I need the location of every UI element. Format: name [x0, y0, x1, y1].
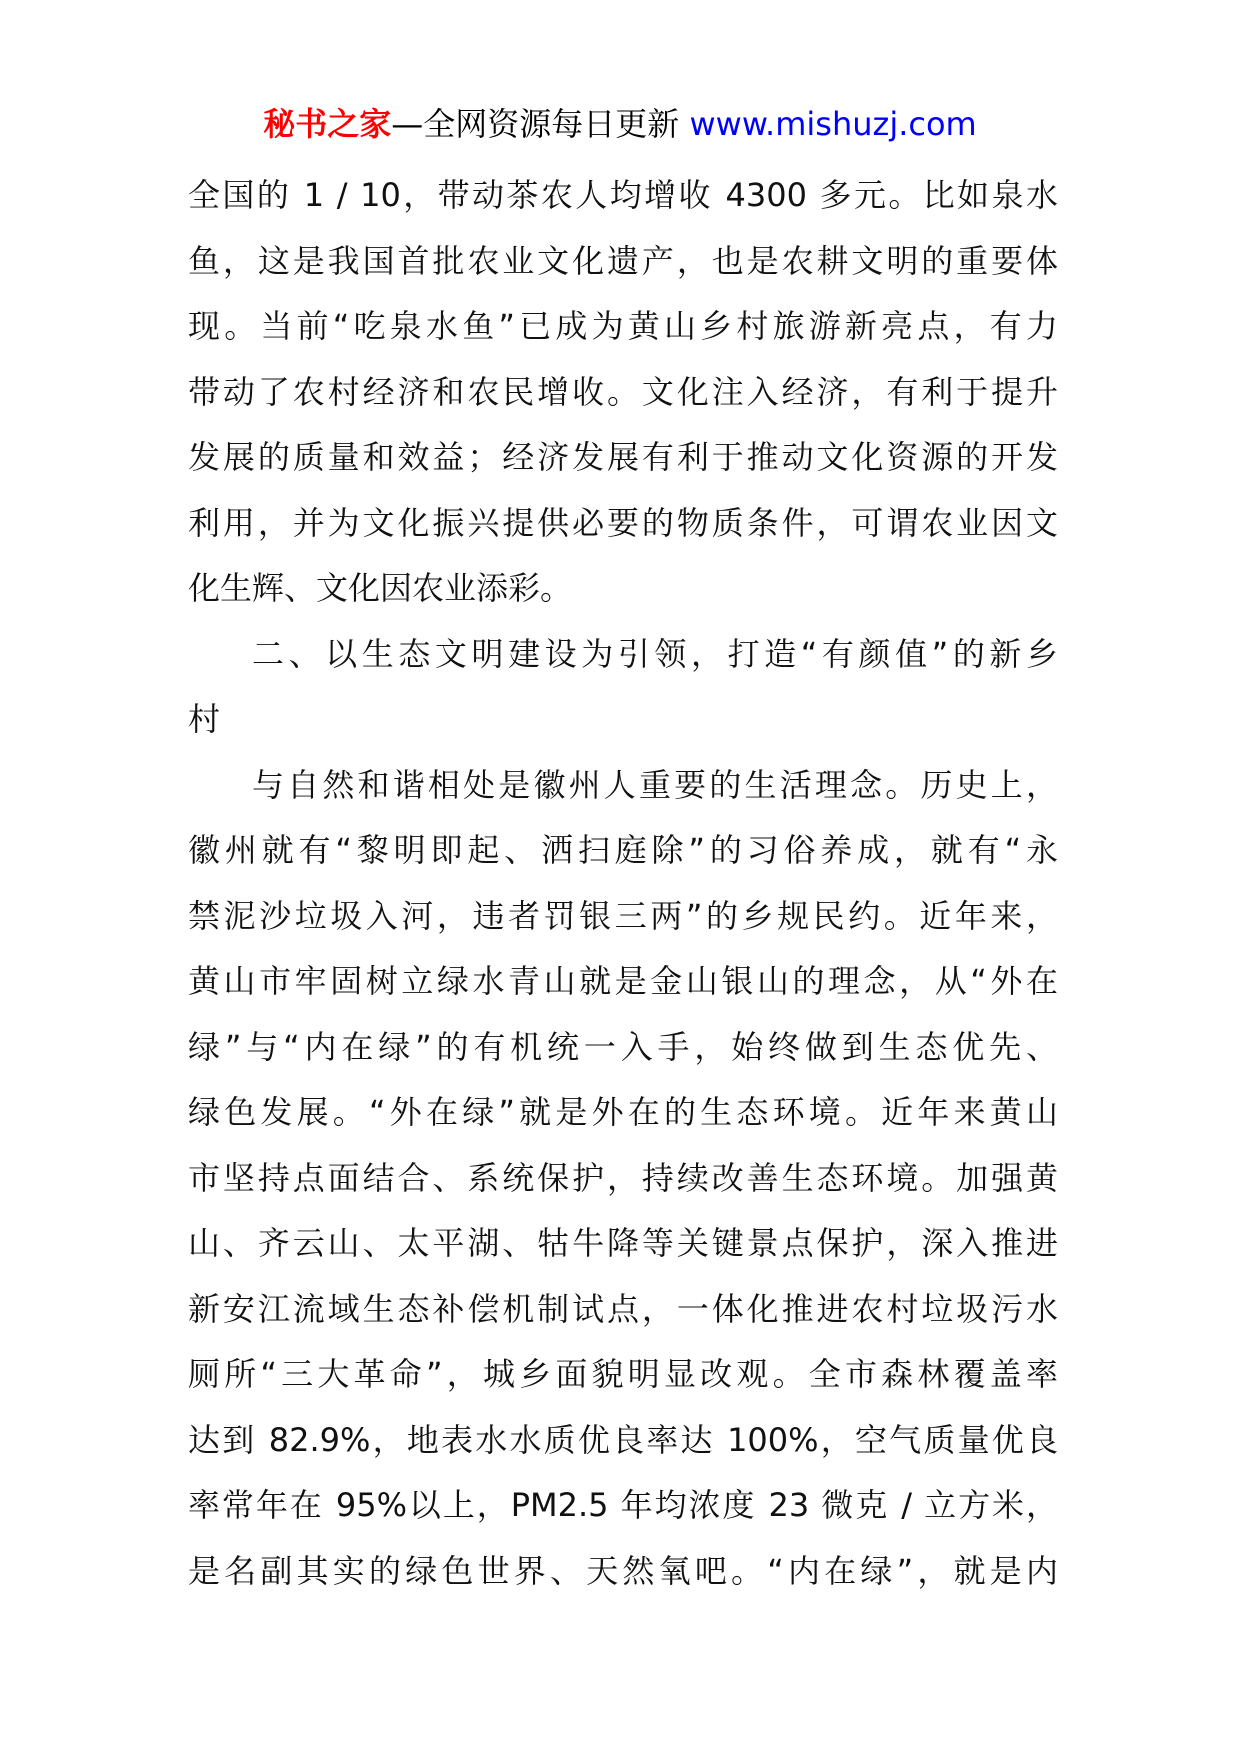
- body-line: 厕所“三大革命”，城乡面貌明显改观。全市森林覆盖率: [188, 1355, 1058, 1393]
- body-line: 现。当前“吃泉水鱼”已成为黄山乡村旅游新亮点，有力: [188, 307, 1058, 345]
- body-line: 带动了农村经济和农民增收。文化注入经济，有利于提升: [188, 372, 1058, 411]
- body-line: 发展的质量和效益；经济发展有利于推动文化资源的开发: [188, 438, 1058, 476]
- body-line: 市坚持点面结合、系统保护，持续改善生态环境。加强黄: [188, 1158, 1058, 1197]
- body-line: 是名副其实的绿色世界、天然氧吧。“内在绿”，就是内: [188, 1551, 1058, 1590]
- body-line: 黄山市牢固树立绿水青山就是金山银山的理念，从“外在: [188, 962, 1058, 1000]
- body-line: 率常年在 95%以上，PM2.5 年均浓度 23 微克 / 立方米，: [188, 1486, 1058, 1524]
- body-line: 山、齐云山、太平湖、牯牛降等关键景点保护，深入推进: [188, 1224, 1058, 1262]
- body-line: 利用，并为文化振兴提供必要的物质条件，可谓农业因文: [188, 503, 1058, 542]
- body-line: 绿”与“内在绿”的有机统一入手，始终做到生态优先、: [188, 1027, 1058, 1066]
- body-line: 禁泥沙垃圾入河，违者罚银三两”的乡规民约。近年来，: [188, 896, 1058, 935]
- site-header: [0, 102, 1240, 146]
- body-line: 鱼，这是我国首批农业文化遗产，也是农耕文明的重要体: [188, 241, 1058, 280]
- article-body: [188, 163, 1058, 1604]
- section-heading-line: 村: [188, 700, 221, 738]
- body-line: 全国的 1 / 10，带动茶农人均增收 4300 多元。比如泉水: [188, 176, 1058, 214]
- body-line: 与自然和谐相处是徽州人重要的生活理念。历史上，: [252, 765, 1058, 804]
- body-line: 化生辉、文化因农业添彩。: [188, 569, 573, 607]
- body-line: 新安江流域生态补偿机制试点，一体化推进农村垃圾污水: [188, 1289, 1058, 1328]
- site-url[interactable]: www.mishuzj.com: [689, 105, 977, 143]
- body-line: 绿色发展。“外在绿”就是外在的生态环境。近年来黄山: [188, 1093, 1058, 1131]
- site-tagline: —全网资源每日更新: [391, 105, 690, 143]
- body-line: 达到 82.9%，地表水水质优良率达 100%，空气质量优良: [188, 1420, 1058, 1459]
- section-heading-line: 二、以生态文明建设为引领，打造“有颜值”的新乡: [252, 634, 1058, 673]
- body-line: 徽州就有“黎明即起、洒扫庭除”的习俗养成，就有“永: [188, 831, 1058, 869]
- site-brand: 秘书之家: [263, 105, 392, 143]
